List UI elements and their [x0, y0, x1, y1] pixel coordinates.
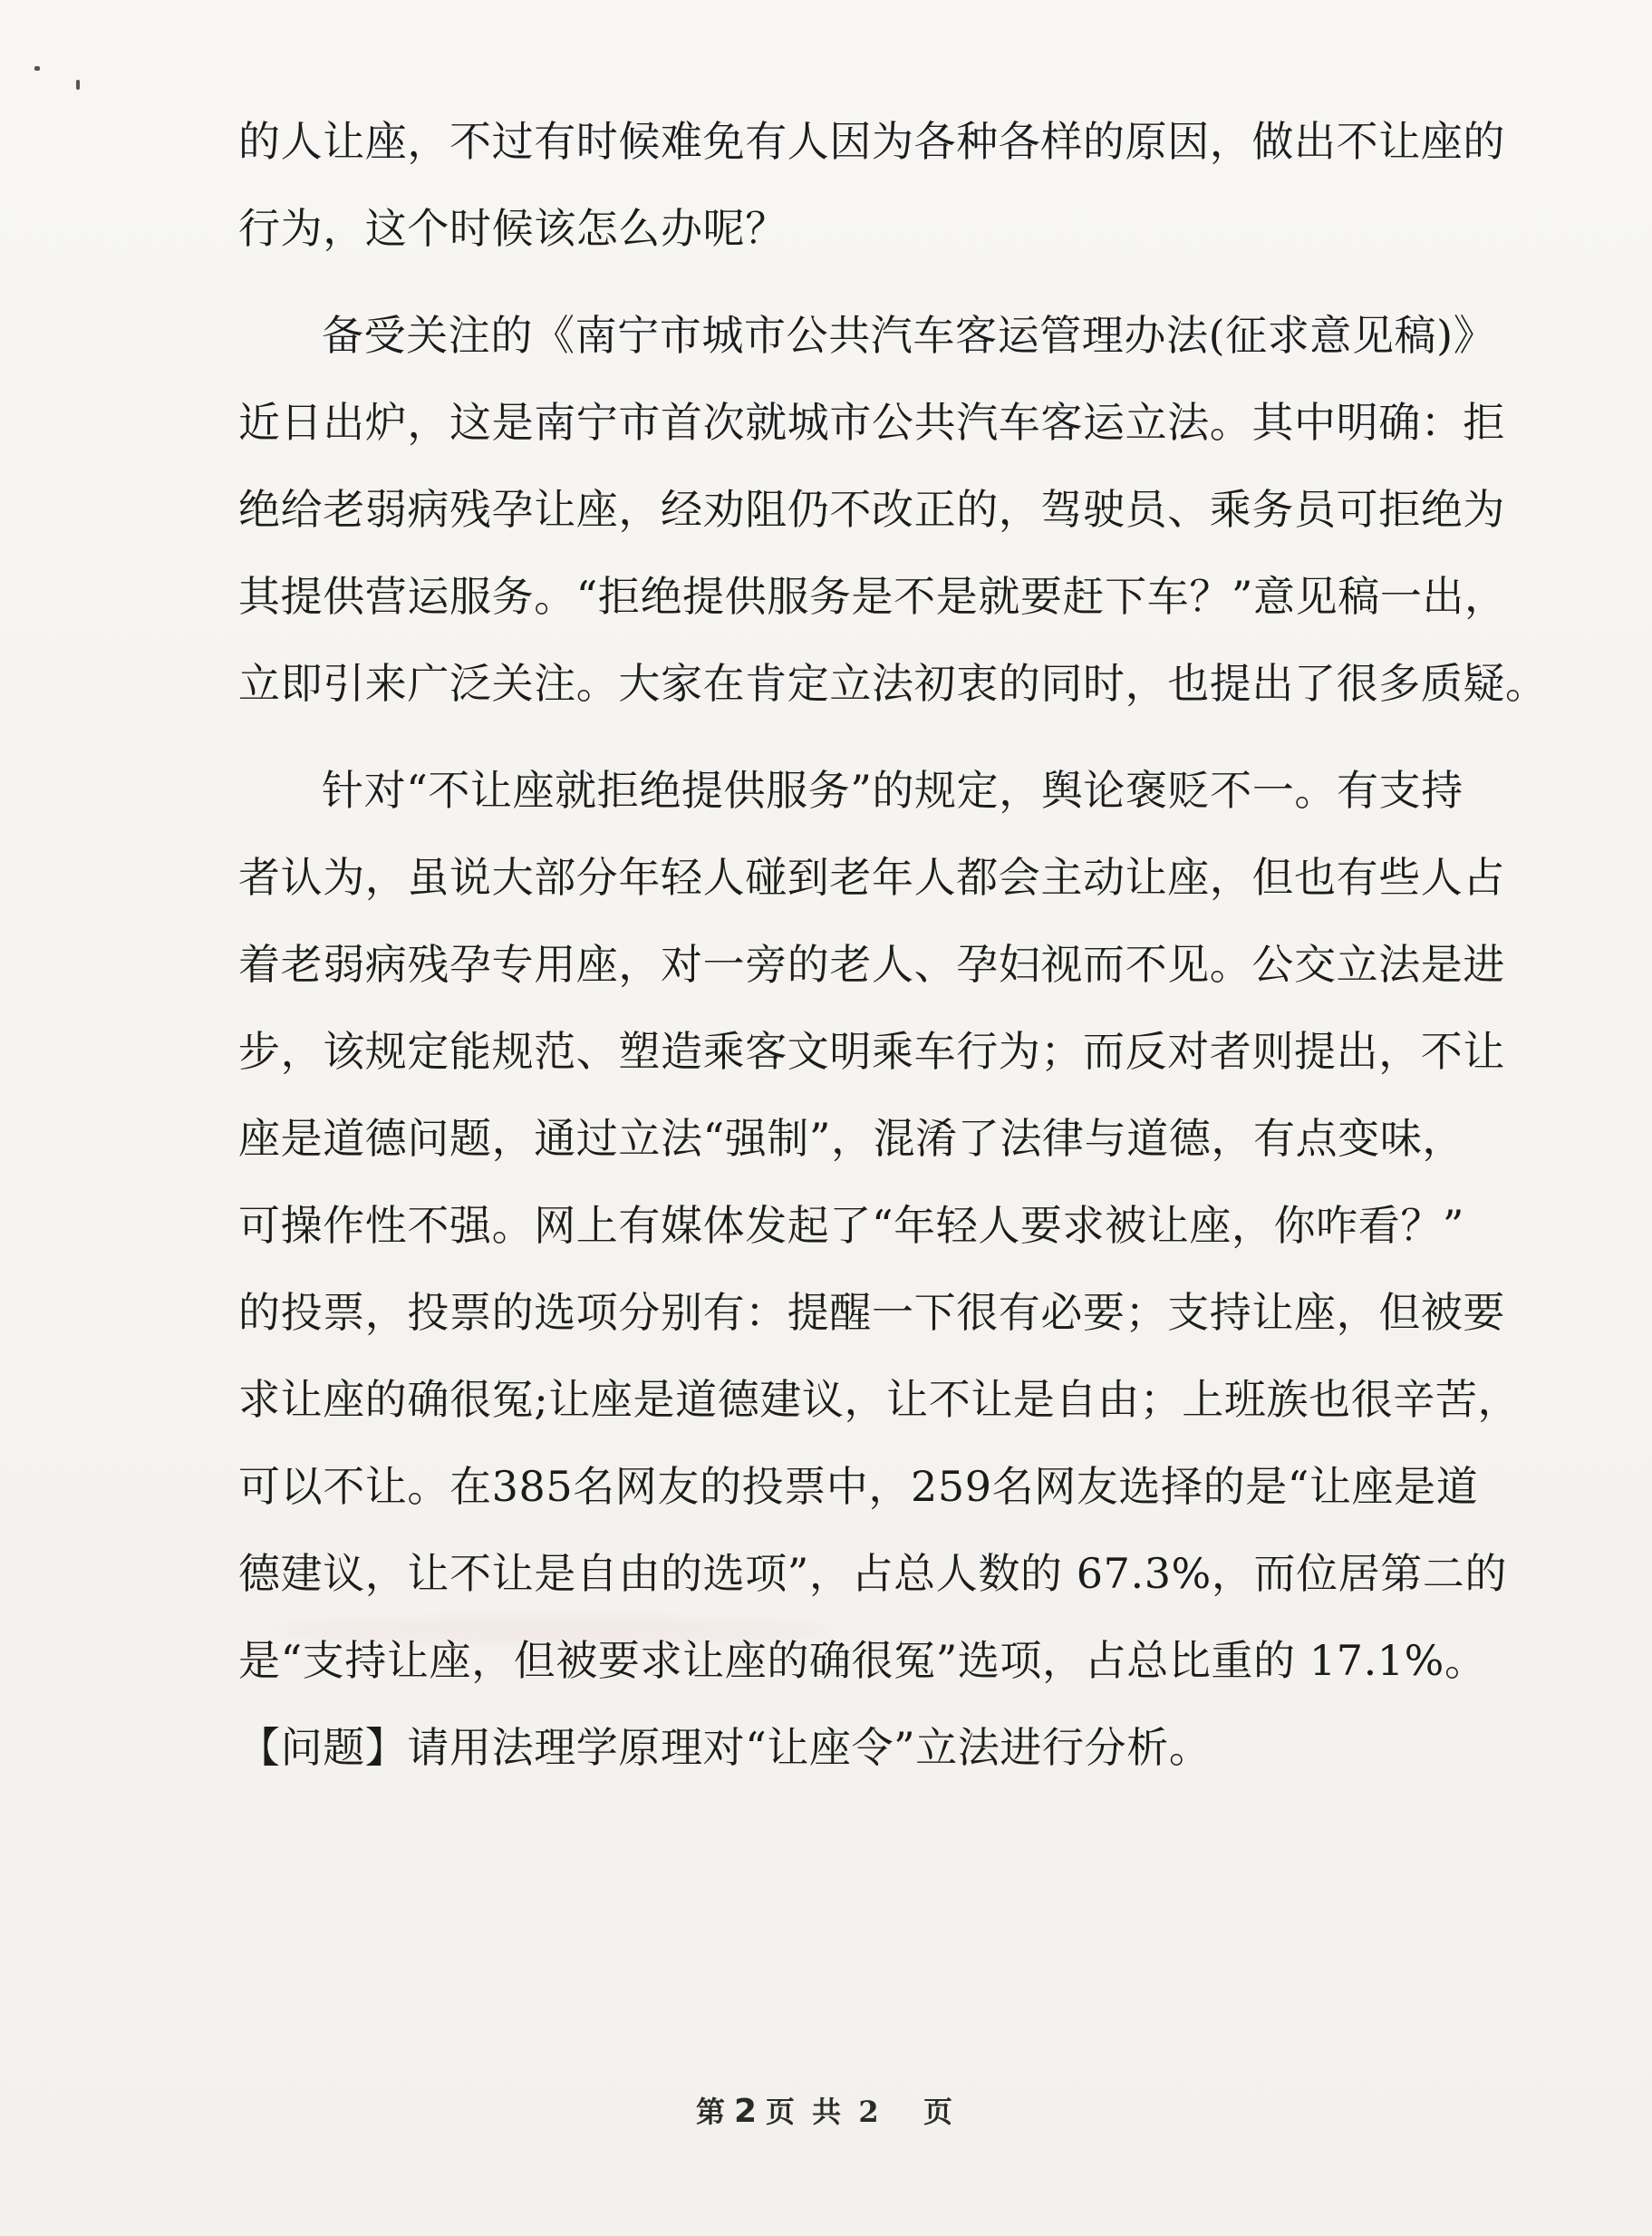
text-line: 其提供营运服务。“拒绝提供服务是不是就要赶下车？”意见稿一出， [238, 572, 1507, 621]
text-line: 着老弱病残孕专用座，对一旁的老人、孕妇视而不见。公交立法是进 [238, 940, 1505, 989]
text-line: 者认为，虽说大部分年轻人碰到老年人都会主动让座，但也有些人占 [238, 853, 1505, 902]
paragraph-start: 针对“不让座就拒绝提供服务”的规定，舆论褒贬不一。有支持 [322, 766, 1464, 815]
text-line: 绝给老弱病残孕让座，经劝阻仍不改正的，驾驶员、乘务员可拒绝为 [238, 485, 1505, 534]
text-line: 是“支持让座，但被要求让座的确很冤”选项，占总比重的 17.1%。 [238, 1636, 1487, 1685]
question-line: 【问题】请用法理学原理对“让座令”立法进行分析。 [238, 1723, 1212, 1772]
current-page-number: 2 [733, 2093, 761, 2130]
text-line: 可以不让。在385名网友的投票中，259名网友选择的是“让座是道 [238, 1462, 1479, 1511]
footer-middle: 页 共 2 [766, 2095, 883, 2129]
text-line: 行为，这个时候该怎么办呢？ [238, 204, 787, 253]
text-line: 立即引来广泛关注。大家在肯定立法初衷的同时，也提出了很多质疑。 [238, 659, 1548, 708]
scan-speck [76, 80, 80, 90]
text-line: 步，该规定能规范、塑造乘客文明乘车行为；而反对者则提出，不让 [238, 1027, 1505, 1076]
body-text [238, 98, 1548, 1791]
text-line: 的投票，投票的选项分别有：提醒一下很有必要；支持让座，但被要 [238, 1288, 1505, 1337]
text-line: 近日出炉，这是南宁市首次就城市公共汽车客运立法。其中明确：拒 [238, 398, 1505, 447]
text-line: 求让座的确很冤;让座是道德建议，让不让是自由；上班族也很辛苦， [238, 1375, 1521, 1424]
footer-suffix: 页 [923, 2095, 957, 2129]
text-line: 座是道德问题，通过立法“强制”，混淆了法律与道德，有点变味， [238, 1114, 1465, 1163]
text-line: 的人让座，不过有时候难免有人因为各种各样的原因，做出不让座的 [238, 117, 1505, 166]
footer-prefix: 第 [695, 2095, 729, 2129]
text-line: 德建议，让不让是自由的选项”，占总人数的 67.3%，而位居第二的 [238, 1549, 1508, 1598]
paragraph-start: 备受关注的《南宁市城市公共汽车客运管理办法(征求意见稿)》 [322, 311, 1496, 360]
scan-speck [34, 66, 40, 71]
text-line: 可操作性不强。网上有媒体发起了“年轻人要求被让座，你咋看？” [238, 1201, 1465, 1250]
page-footer [0, 2089, 1652, 2131]
